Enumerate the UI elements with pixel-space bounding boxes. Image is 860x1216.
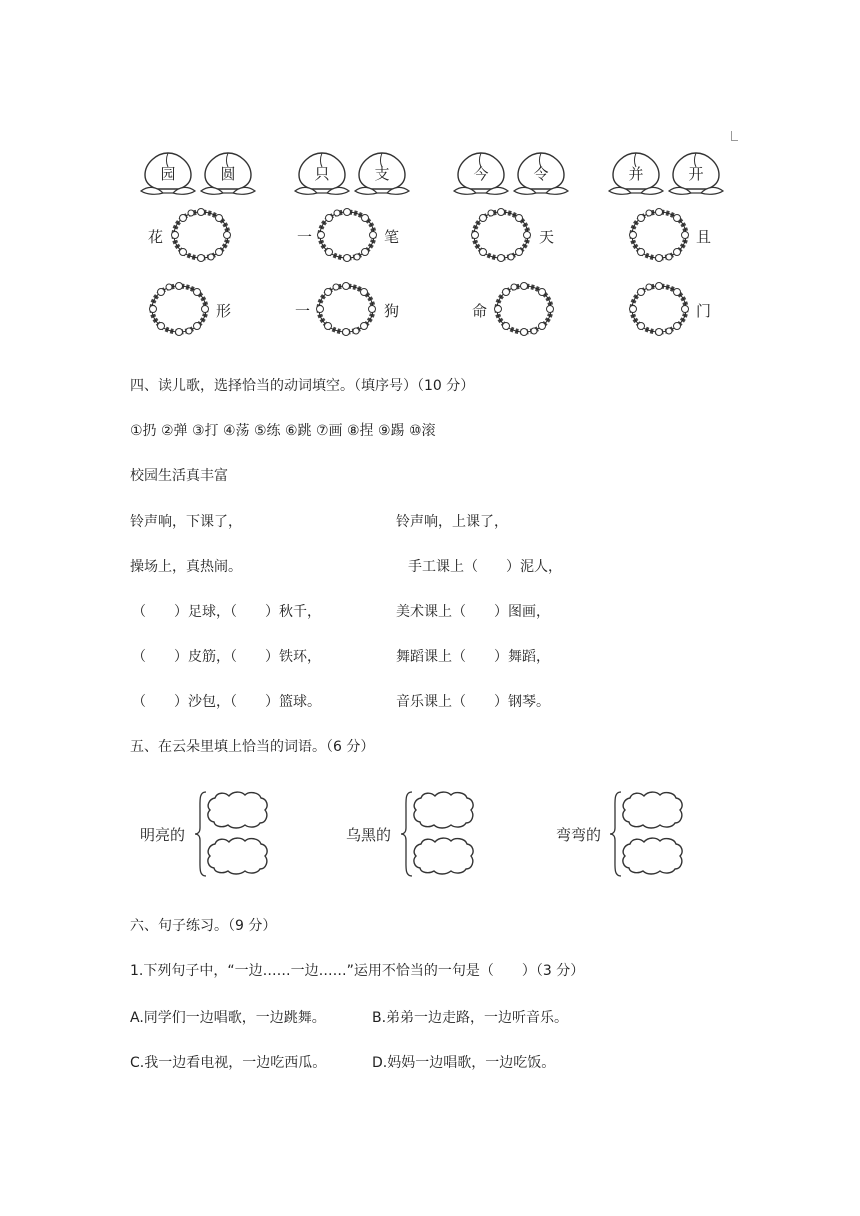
verb-options: ①扔 ②弹 ③打 ④荡 ⑤练 ⑥跳 ⑦画 ⑧捏 ⑨踢 ⑩滚 bbox=[130, 423, 436, 439]
peach-character: 支 bbox=[374, 165, 390, 183]
peach-card bbox=[139, 149, 197, 197]
peach-card bbox=[452, 149, 510, 197]
wreath-blank[interactable] bbox=[625, 278, 693, 340]
peach-card bbox=[607, 149, 665, 197]
cloud-prefix-word: 弯弯的 bbox=[556, 826, 602, 844]
page-corner-mark bbox=[731, 131, 738, 141]
cloud-blank[interactable] bbox=[205, 790, 271, 830]
wreath-right-char: 且 bbox=[696, 228, 712, 246]
poem-line-right: 铃声响，上课了， bbox=[396, 514, 508, 530]
option-d[interactable]: D.妈妈一边唱歌，一边吃饭。 bbox=[372, 1055, 556, 1071]
section-5-title: 五、在云朵里填上恰当的词语。（6 分） bbox=[130, 739, 375, 755]
wreath-left-char: 一 bbox=[295, 302, 311, 320]
cloud-blank[interactable] bbox=[205, 836, 271, 876]
cloud-blank[interactable] bbox=[620, 790, 686, 830]
poem-line-left: 铃声响，下课了， bbox=[130, 514, 242, 530]
poem-line-right: 舞蹈课上（ ）舞蹈， bbox=[396, 649, 550, 665]
peach-card bbox=[667, 149, 725, 197]
wreath-right-char: 狗 bbox=[384, 302, 400, 320]
wreath-right-char: 门 bbox=[696, 302, 712, 320]
cloud-blank[interactable] bbox=[620, 836, 686, 876]
wreath-blank[interactable] bbox=[313, 204, 381, 266]
wreath-left-char: 花 bbox=[148, 228, 164, 246]
peach-character: 圆 bbox=[220, 165, 236, 183]
peach-card bbox=[353, 149, 411, 197]
wreath-blank[interactable] bbox=[167, 204, 235, 266]
peach-character: 园 bbox=[160, 165, 176, 183]
peach-character: 令 bbox=[533, 165, 549, 183]
poem-line-right: 手工课上（ ）泥人， bbox=[408, 559, 562, 575]
wreath-blank[interactable] bbox=[625, 204, 693, 266]
peach-character: 只 bbox=[314, 165, 330, 183]
question-1: 1.下列句子中，“一边……一边……”运用不恰当的一句是（ ）（3 分） bbox=[130, 963, 585, 979]
peach-character: 开 bbox=[688, 165, 704, 183]
poem-title: 校园生活真丰富 bbox=[130, 468, 228, 484]
wreath-right-char: 天 bbox=[539, 228, 555, 246]
cloud-blank[interactable] bbox=[411, 836, 477, 876]
wreath-blank[interactable] bbox=[467, 204, 535, 266]
wreath-left-char: 命 bbox=[472, 302, 488, 320]
wreath-blank[interactable] bbox=[312, 278, 380, 340]
option-b[interactable]: B.弟弟一边走路，一边听音乐。 bbox=[372, 1010, 569, 1026]
section-4-title: 四、读儿歌，选择恰当的动词填空。（填序号）（10 分） bbox=[130, 378, 475, 394]
peach-card bbox=[512, 149, 570, 197]
peach-character: 今 bbox=[473, 165, 489, 183]
wreath-blank[interactable] bbox=[145, 278, 213, 340]
poem-line-left: 操场上，真热闹。 bbox=[130, 559, 242, 575]
cloud-blank[interactable] bbox=[411, 790, 477, 830]
poem-line-left: （ ）皮筋，（ ）铁环， bbox=[132, 649, 321, 665]
wreath-blank[interactable] bbox=[490, 278, 558, 340]
wreath-right-char: 笔 bbox=[384, 228, 400, 246]
section-6-title: 六、句子练习。（9 分） bbox=[130, 918, 277, 934]
option-c[interactable]: C.我一边看电视，一边吃西瓜。 bbox=[130, 1055, 327, 1071]
poem-line-right: 音乐课上（ ）钢琴。 bbox=[396, 694, 550, 710]
wreath-left-char: 一 bbox=[297, 228, 313, 246]
wreath-right-char: 形 bbox=[216, 302, 232, 320]
poem-line-right: 美术课上（ ）图画， bbox=[396, 604, 550, 620]
peach-card bbox=[293, 149, 351, 197]
cloud-prefix-word: 明亮的 bbox=[140, 826, 186, 844]
peach-character: 并 bbox=[628, 165, 644, 183]
poem-line-left: （ ）足球，（ ）秋千， bbox=[132, 604, 321, 620]
peach-card bbox=[199, 149, 257, 197]
poem-line-left: （ ）沙包，（ ）篮球。 bbox=[132, 694, 321, 710]
option-a[interactable]: A.同学们一边唱歌，一边跳舞。 bbox=[130, 1010, 326, 1026]
cloud-prefix-word: 乌黑的 bbox=[346, 826, 392, 844]
